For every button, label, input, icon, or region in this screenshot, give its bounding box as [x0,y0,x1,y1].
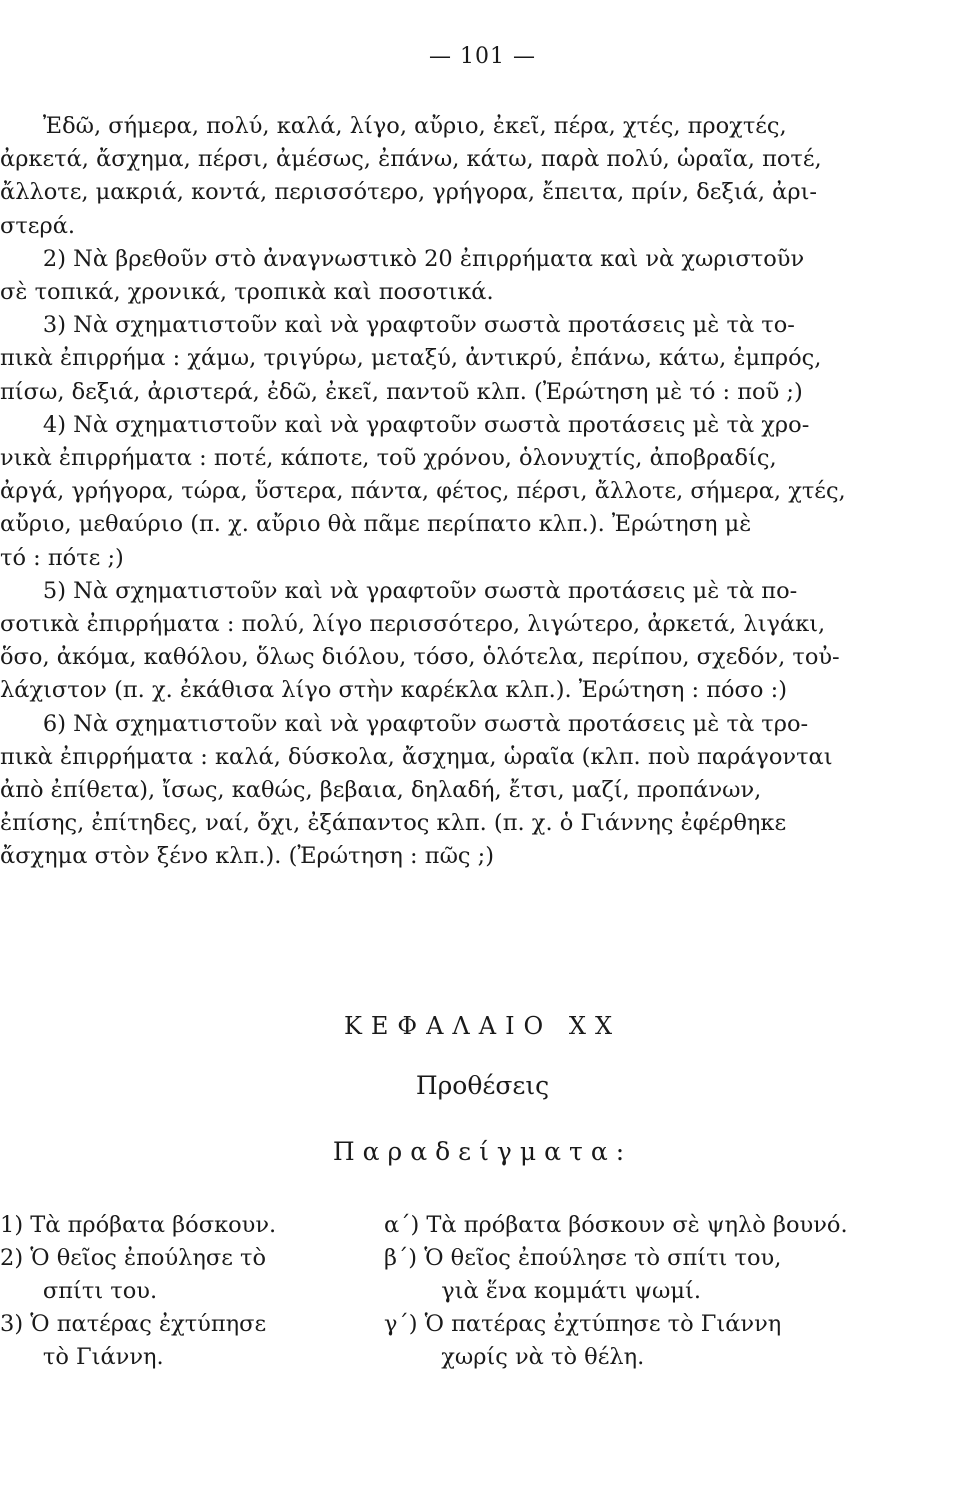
example-line: α΄) Τὰ πρόβατα βόσκουν σὲ ψηλὸ βουνό. [384,1212,848,1238]
text-line: ἄσχημα στὸν ξένο κλπ.). (Ἐρώτηση : πῶς ;) [0,843,495,870]
examples-right-column [384,1209,884,1374]
examples-left-column [0,1209,350,1374]
text-line: τό : πότε ;) [0,544,124,571]
text-line: Ἐδῶ, σήμερα, πολύ, καλά, λίγο, αὔριο, ἐκεῖ, πέρα, χτές, προχτές, [0,113,787,139]
chapter-heading: ΚΕΦΑΛΑΙΟ ΧΧ [343,1012,622,1040]
section-heading: Προθέσεις [415,1071,550,1100]
text-line: 5) Νὰ σχηματιστοῦν καὶ νὰ γραφτοῦν σωστὰ προτάσεις μὲ τὰ πο- [0,577,798,604]
text-line: ἀργά, γρήγορα, τώρα, ὕστερα, πάντα, φέτος, πέρσι, ἄλλοτε, σήμερα, χτές, [0,478,846,505]
text-line: ἄλλοτε, μακριά, κοντά, περισσότερο, γρήγορα, ἔπειτα, πρίν, δεξιά, ἀρι- [0,179,818,206]
text-line: 2) Νὰ βρεθοῦν στὸ ἀναγνωστικὸ 20 ἐπιρρήματα καὶ νὰ χωριστοῦν [0,245,805,272]
example-line: τὸ Γιάννη. [0,1344,164,1370]
text-line: 4) Νὰ σχηματιστοῦν καὶ νὰ γραφτοῦν σωστὰ προτάσεις μὲ τὰ χρο- [0,411,810,438]
text-line: ἐπίσης, ἐπίτηδες, ναί, ὄχι, ἐξάπαντος κλπ. (π. χ. ὁ Γιάννης ἐφέρθηκε [0,810,787,837]
text-line: νικὰ ἐπιρρήματα : ποτέ, κάποτε, τοῦ χρόνου, ὁλονυχτίς, ἀποβραδίς, [0,445,777,472]
text-line: σοτικὰ ἐπιρρήματα : πολύ, λίγο περισσότερο, λιγώτερο, ἀρκετά, λιγάκι, [0,611,826,638]
page-number: — 101 — [429,44,536,69]
text-line: αὔριο, μεθαύριο (π. χ. αὔριο θὰ πᾶμε περίπατο κλπ.). Ἐρώτηση μὲ [0,511,752,538]
example-line: 2) Ὁ θεῖος ἐπούλησε τὸ [0,1245,267,1271]
text-line: πικὰ ἐπιρρήμα : χάμω, τριγύρω, μεταξύ, ἀντικρύ, ἐπάνω, κάτω, ἐμπρός, [0,345,822,372]
example-line: σπίτι του. [0,1278,158,1304]
text-line: 3) Νὰ σχηματιστοῦν καὶ νὰ γραφτοῦν σωστὰ προτάσεις μὲ τὰ το- [0,312,795,339]
text-line: πίσω, δεξιά, ἀριστερά, ἐδῶ, ἐκεῖ, παντοῦ κλπ. (Ἐρώτηση μὲ τό : ποῦ ;) [0,378,803,405]
text-line: ὅσο, ἀκόμα, καθόλου, ὅλως διόλου, τόσο, ὁλότελα, περίπου, σχεδόν, τοὐ- [0,644,840,671]
body-text [0,110,900,874]
text-line: ἀπὸ ἐπίθετα), ἴσως, καθώς, βεβαια, δηλαδή, ἔτσι, μαζί, προπάνων, [0,777,762,804]
example-line: β΄) Ὁ θεῖος ἐπούλησε τὸ σπίτι του, [384,1245,782,1271]
text-line: 6) Νὰ σχηματιστοῦν καὶ νὰ γραφτοῦν σωστὰ προτάσεις μὲ τὰ τρο- [0,710,809,737]
example-line: 1) Τὰ πρόβατα βόσκουν. [0,1212,277,1238]
example-line: 3) Ὁ πατέρας ἐχτύπησε [0,1311,267,1337]
example-line: γ΄) Ὁ πατέρας ἐχτύπησε τὸ Γιάννη [384,1311,782,1337]
text-line: λάχιστον (π. χ. ἐκάθισα λίγο στὴν καρέκλα κλπ.). Ἐρώτηση : πόσο :) [0,677,787,704]
text-line: στερά. [0,212,76,239]
text-line: σὲ τοπικά, χρονικά, τροπικὰ καὶ ποσοτικά. [0,279,494,306]
subsection-heading: Παραδείγματα: [332,1137,633,1166]
example-line: χωρίς νὰ τὸ θέλη. [384,1344,645,1370]
example-line: γιὰ ἕνα κομμάτι ψωμί. [384,1278,701,1304]
text-line: πικὰ ἐπιρρήματα : καλά, δύσκολα, ἄσχημα, ὡραῖα (κλπ. ποὺ παράγονται [0,743,833,770]
text-line: ἀρκετά, ἄσχημα, πέρσι, ἀμέσως, ἐπάνω, κάτω, παρὰ πολύ, ὡραῖα, ποτέ, [0,146,822,173]
